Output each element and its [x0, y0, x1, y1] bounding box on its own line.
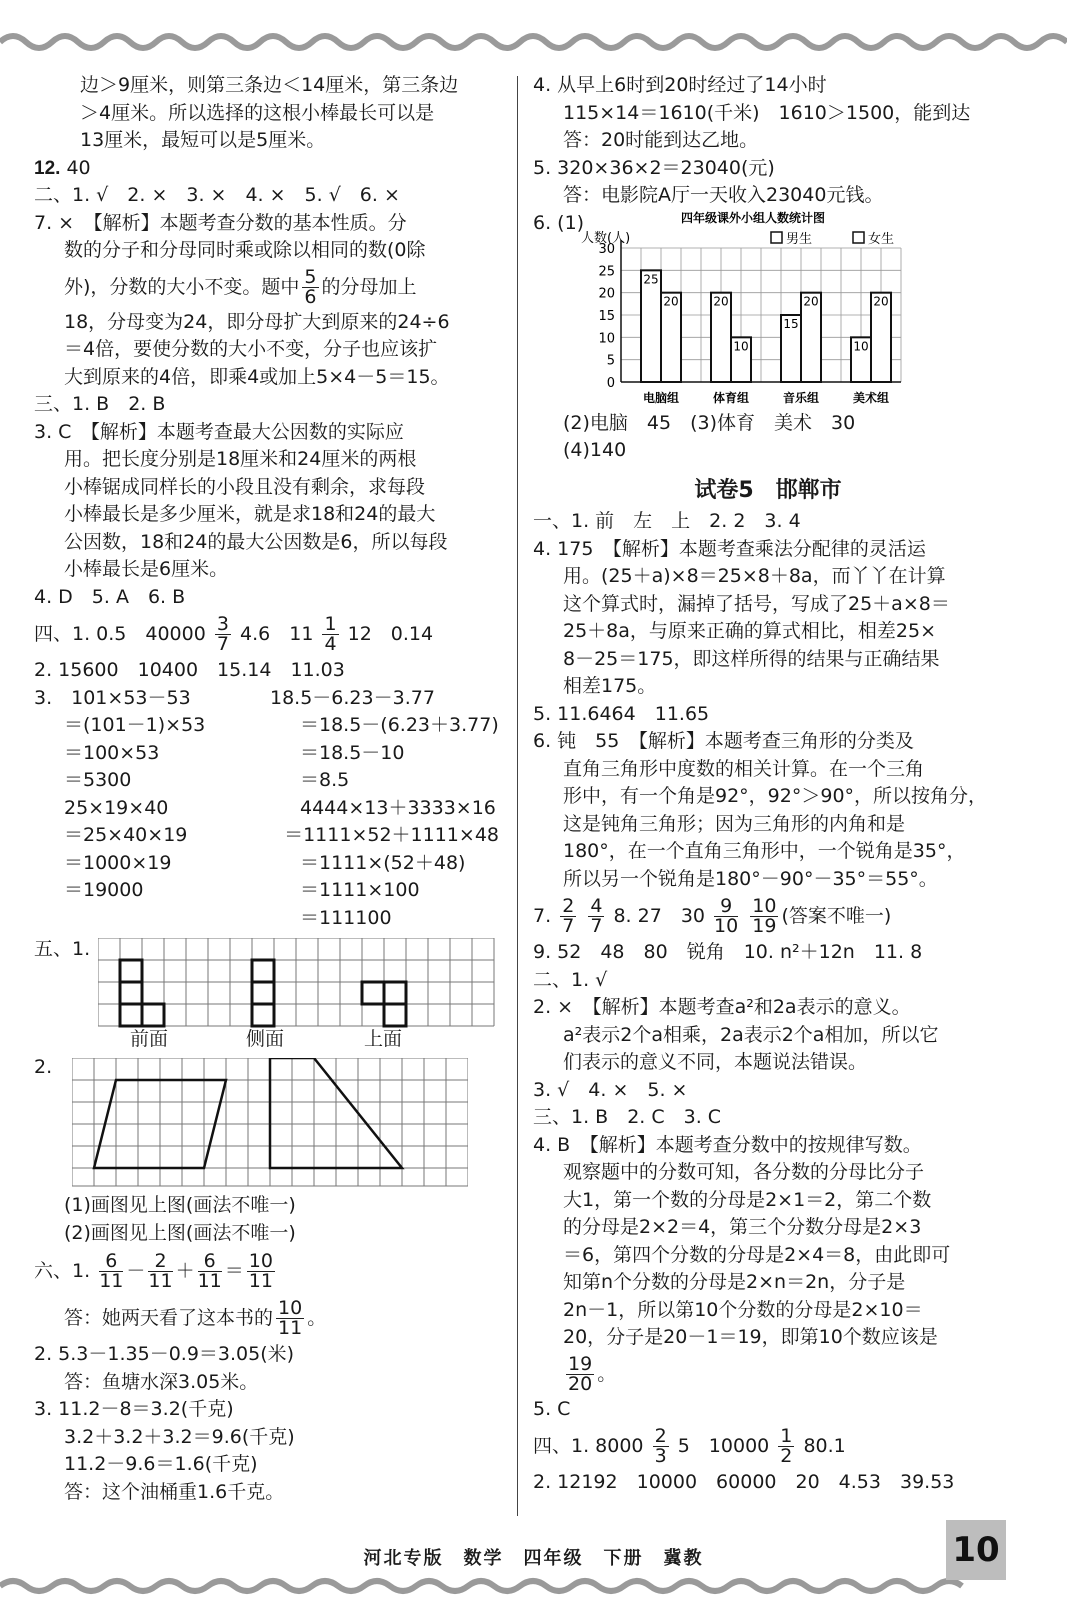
answer-line: 5. 11.6464 11.65: [533, 702, 710, 725]
chart-title: 四年级课外小组人数统计图: [681, 210, 826, 225]
fraction-denominator: 7: [562, 915, 575, 937]
answer-text: 答：她两天看了这本书的: [64, 1307, 274, 1329]
answer-line: 答：鱼塘水深3.05米。: [64, 1370, 259, 1393]
calc-step: 3. 101×53－53: [34, 686, 191, 709]
calc-step: ＝18.5－(6.23＋3.77): [300, 714, 499, 736]
calc-step: 4444×13＋3333×16: [300, 796, 496, 819]
fraction-numerator: 1: [780, 1425, 793, 1447]
calc-step: [34, 905, 300, 933]
section-heading: 六、1.: [34, 1260, 91, 1282]
views-grid: [98, 938, 500, 1028]
answer-line: 公因数，18和24的最大公因数是6，所以每段: [64, 530, 448, 553]
answer-line: 3. C 【解析】本题考查最大公因数的实际应: [34, 420, 404, 443]
fraction-numerator: 2: [654, 1425, 667, 1447]
answer-line: 3. √ 4. × 5. ×: [533, 1078, 688, 1101]
fraction: [148, 1252, 172, 1291]
bottom-wave-border: [0, 1572, 1067, 1612]
calc-step: ＝1111×100: [300, 879, 420, 901]
answer-line: 直角三角形中度数的相关计算。在一个三角: [563, 757, 925, 780]
fraction: [247, 1252, 275, 1291]
calc-step: ＝111100: [300, 906, 392, 929]
answer-line: 8－25＝175，即这样所得的结果与正确结果: [563, 647, 940, 670]
answer-line: 知第n个分数的分母是2×n＝2n，分子是: [563, 1271, 906, 1293]
calc-step: 18.5－6.23－3.77: [270, 686, 435, 709]
fraction: [276, 1299, 304, 1338]
calc-step: ＝19000: [64, 879, 144, 901]
fraction: [778, 1427, 794, 1466]
legend-swatch: [771, 232, 782, 243]
answer-line: 4. B 【解析】本题考查分数中的按规律写数。: [533, 1133, 922, 1156]
fraction: [215, 615, 231, 654]
fraction-numerator: 10: [248, 1250, 273, 1272]
answer-line: 6. 钝 55 【解析】本题考查三角形的分类及: [533, 730, 914, 752]
fraction: [653, 1427, 669, 1466]
y-tick-label: 0: [606, 375, 615, 391]
y-axis-label: 人数(人): [581, 230, 631, 246]
fraction-numerator: 6: [99, 1252, 123, 1272]
fraction: [750, 897, 778, 936]
answer-text: 的分母加上: [321, 275, 417, 298]
bar-value-label: 20: [803, 294, 819, 309]
left-column: [34, 72, 499, 1506]
fraction-numerator: 6: [198, 1252, 222, 1272]
answer-line: a²表示2个a相乘，2a表示2个a相加，所以它: [563, 1023, 939, 1046]
section-heading: [34, 611, 499, 657]
fraction-denominator: 11: [99, 1270, 124, 1292]
calc-row: [34, 740, 499, 768]
fraction-denominator: 11: [248, 1270, 273, 1292]
legend-swatch: [853, 232, 864, 243]
bar-chart-block: [533, 210, 1003, 410]
x-tick-label: 音乐组: [782, 390, 820, 405]
answer-line: 2. × 【解析】本题考查a²和2a表示的意义。: [533, 996, 911, 1018]
answer-line: 的分母是2×2＝4，第三个分数分母是2×3: [563, 1216, 922, 1238]
calculation-block: [34, 685, 499, 933]
calc-row: [34, 767, 499, 795]
fraction-denominator: 11: [148, 1270, 173, 1292]
bar-value-label: 20: [873, 294, 889, 309]
answer-line: 25＋8a，与原来正确的算式相比，相差25×: [563, 620, 937, 642]
calc-row: [34, 822, 499, 850]
fraction-numerator: 2: [148, 1252, 172, 1272]
answer-line: 答：20时能到达乙地。: [563, 129, 759, 151]
calc-step: ＝18.5－10: [300, 741, 405, 764]
fraction: [99, 1252, 123, 1291]
legend-label: 男生: [786, 231, 813, 247]
fraction-numerator: 3: [216, 613, 229, 635]
answer-text: 4.6 11: [240, 623, 314, 645]
fraction-denominator: 10: [714, 915, 739, 937]
fraction-numerator: 4: [590, 895, 603, 917]
answer-text: (答案不唯一): [781, 905, 892, 927]
answer-text: 40: [66, 156, 91, 179]
answer-line: 13厘米，最短可以是5厘米。: [80, 129, 326, 151]
answer-line: (2)电脑 45 (3)体育 美术 30: [563, 411, 856, 434]
fraction: [302, 265, 318, 308]
answer-line: 3. 11.2－8＝3.2(千克): [34, 1398, 234, 1420]
fraction-numerator: 9: [714, 897, 738, 917]
section-heading: 二、1. √: [533, 968, 608, 991]
calc-step: ＝1111×52＋1111×48: [284, 824, 499, 846]
fraction-numerator: 1: [324, 613, 337, 635]
fraction: [588, 897, 604, 936]
fraction-denominator: 19: [752, 915, 777, 937]
answer-text: 5 10000: [677, 1435, 770, 1457]
column-divider: [517, 76, 518, 1516]
answer-line: 小棒最长是多少厘米，就是求18和24的最大: [64, 503, 436, 525]
answer-line: 7. × 【解析】本题考查分数的基本性质。分: [34, 211, 407, 234]
answer-line: 六、1. $\frac{6}{11}$ － $\frac{2}{11}$ ＋ $\frac{6}{11}$ ＝ $\frac{10}{11}$: [34, 1250, 273, 1292]
calc-row: [34, 905, 499, 933]
fraction-denominator: 4: [324, 633, 337, 655]
view-label: 前面: [130, 1028, 169, 1050]
answer-line: 答：电影院A厅一天收入23040元钱。: [563, 184, 884, 206]
answer-line: 2. 12192 10000 60000 20 4.53 39.53: [533, 1471, 955, 1493]
answer-line: 形中，有一个角是92°，92°＞90°，所以按角分，: [563, 785, 988, 807]
question-number: 7.: [533, 905, 552, 927]
answer-line: $\frac{19}{20}$ 。: [568, 1352, 617, 1395]
calc-row: [34, 850, 499, 878]
answer-line: 5. 320×36×2＝23040(元): [533, 156, 775, 179]
answer-text: 8. 27 30: [613, 905, 705, 927]
bar-value-label: 20: [663, 294, 679, 309]
fraction: [560, 897, 576, 936]
answer-line: 这个算式时，漏掉了括号，写成了25＋a×8＝: [563, 592, 950, 615]
y-tick-label: 15: [598, 308, 615, 324]
answer-line: 9. 52 48 80 锐角 10. n²＋12n 11. 8: [533, 941, 923, 963]
answer-text: 80.1: [803, 1435, 846, 1457]
calc-step: 25×19×40: [64, 796, 169, 819]
section-heading: 二、1. √ 2. × 3. × 4. × 5. √ 6. ×: [34, 184, 400, 206]
view-label: 侧面: [246, 1028, 285, 1050]
calc-row: [34, 712, 499, 740]
calc-step: ＝5300: [64, 769, 132, 791]
fraction: [198, 1252, 222, 1291]
exam-title: 试卷5 邯郸市: [694, 477, 842, 503]
answer-text: 外)，分数的大小不变。题中: [64, 275, 300, 298]
right-column: [533, 72, 1003, 1497]
answer-line: 4. 175 【解析】本题考查乘法分配律的灵活运: [533, 537, 926, 560]
answer-text: 四、1. 0.5 40000: [34, 623, 206, 645]
answer-line: (2)画图见上图(画法不唯一): [64, 1221, 296, 1244]
answer-line: [34, 155, 499, 183]
answer-line: 用。把长度分别是18厘米和24厘米的两根: [64, 448, 417, 470]
y-tick-label: 20: [598, 286, 615, 302]
answer-line: ＞4厘米。所以选择的这根小棒最长可以是: [80, 101, 435, 124]
section-heading: 三、1. B 2. B: [34, 393, 166, 415]
answer-line: 小棒最长是6厘米。: [64, 558, 229, 580]
answer-line: 5. C: [533, 1397, 571, 1420]
answer-line: 观察题中的分数可知，各分数的分母比分子: [563, 1161, 925, 1183]
section-heading: [533, 1423, 1003, 1469]
fraction: [714, 897, 738, 936]
drawing-grid-figure: [34, 1054, 499, 1192]
question-number: 12.: [34, 157, 61, 179]
fraction-denominator: 2: [780, 1445, 793, 1467]
fraction-numerator: 19: [568, 1352, 593, 1375]
bar-value-label: 15: [783, 316, 799, 331]
answer-line: (4)140: [563, 439, 627, 461]
page-footer: 河北专版 数学 四年级 下册 冀教: [363, 1548, 704, 1569]
section-heading: 一、1. 前 左 上 2. 2 3. 4: [533, 510, 801, 532]
legend-label: 女生: [868, 231, 895, 247]
y-tick-label: 10: [598, 330, 615, 346]
answer-line: 答：这个油桶重1.6千克。: [64, 1480, 285, 1503]
answer-line: 20，分子是20－1＝19，即第10个数应该是: [563, 1326, 938, 1348]
calc-row: [34, 685, 499, 713]
answer-line: 2. 15600 10400 15.14 11.03: [34, 659, 345, 681]
fraction-numerator: 2: [562, 895, 575, 917]
calc-step: ＝100×53: [64, 741, 160, 764]
answer-text: 12 0.14: [347, 623, 434, 645]
view-label: 上面: [364, 1028, 403, 1050]
fraction-denominator: 7: [590, 915, 603, 937]
answer-line: 3.2＋3.2＋3.2＝9.6(千克): [64, 1425, 295, 1448]
answer-line: 小棒锯成同样长的小段且没有剩余，求每段: [64, 475, 426, 498]
answer-line: 用。(25＋a)×8＝25×8＋8a，而丫丫在计算: [563, 565, 946, 587]
answer-line: 这是钝角三角形；因为三角形的内角和是: [563, 812, 906, 835]
bar-value-label: 10: [733, 338, 749, 353]
bar-chart: [581, 210, 911, 410]
answer-line: ＝4倍，要使分数的大小不变，分子也应该扩: [64, 338, 438, 360]
bar-value-label: 25: [643, 271, 659, 286]
answer-line: 2. 5.3－1.35－0.9＝3.05(米): [34, 1343, 295, 1365]
answer-line: 数的分子和分母同时乘或除以相同的数(0除: [64, 239, 426, 261]
section-heading: 五、1.: [34, 938, 91, 960]
y-tick-label: 5: [606, 353, 615, 369]
answer-line: 们表示的意义不同，本题说法错误。: [563, 1051, 868, 1073]
answer-line: 所以另一个锐角是180°－90°－35°＝55°。: [563, 867, 938, 890]
answer-line: 大1，第一个数的分母是2×1＝2，第二个数: [563, 1188, 932, 1211]
answer-line: 2n－1，所以第10个分数的分母是2×10＝: [563, 1298, 923, 1321]
calc-step: ＝8.5: [300, 769, 350, 791]
answer-line: [533, 893, 1003, 939]
top-wave-border: [0, 22, 1067, 62]
three-views-figure: [34, 936, 499, 1054]
fraction-numerator: 5: [304, 265, 317, 288]
calc-step: ＝25×40×19: [64, 824, 188, 846]
y-tick-label: 30: [598, 241, 615, 257]
answer-line: 115×14＝1610(千米) 1610＞1500，能到达: [563, 101, 971, 124]
fraction-numerator: 10: [278, 1297, 303, 1319]
section-heading: 三、1. B 2. C 3. C: [533, 1106, 722, 1128]
fraction-denominator: 6: [304, 285, 317, 308]
x-tick-label: 体育组: [712, 390, 750, 405]
answer-line: 答：她两天看了这本书的 $\frac{10}{11}$ 。: [64, 1297, 327, 1339]
calc-step: ＝(101－1)×53: [64, 714, 206, 736]
answer-line: [34, 265, 499, 309]
answer-line: (1)画图见上图(画法不唯一): [64, 1194, 296, 1216]
answer-line: 边＞9厘米，则第三条边＜14厘米，第三条边: [80, 74, 459, 96]
calc-step: ＝1111×(52＋48): [300, 851, 466, 874]
y-tick-label: 25: [598, 263, 615, 279]
answer-line: 11.2－9.6＝1.6(千克): [64, 1453, 258, 1475]
answer-line: 4. D 5. A 6. B: [34, 585, 186, 608]
fraction: [566, 1352, 594, 1395]
x-tick-label: 电脑组: [642, 390, 680, 405]
x-tick-label: 美术组: [852, 390, 890, 405]
answer-line: 相差175。: [563, 675, 657, 697]
fraction-numerator: 10: [752, 895, 777, 917]
fraction-denominator: 11: [278, 1317, 303, 1339]
fraction-denominator: 11: [197, 1270, 222, 1292]
bar: [641, 270, 661, 382]
answer-line: 4. 从早上6时到20时经过了14小时: [533, 74, 827, 96]
bar-value-label: 10: [853, 338, 869, 353]
answer-line: ＝6，第四个分数的分母是2×4＝8，由此即可: [563, 1243, 951, 1266]
answer-line: 18，分母变为24，即分母扩大到原来的24÷6: [64, 310, 450, 333]
question-number: 2.: [34, 1056, 53, 1078]
page-number: 10: [946, 1520, 1006, 1580]
answer-text: 四、1. 8000: [533, 1435, 644, 1457]
bar-value-label: 20: [713, 294, 729, 309]
answer-line: 180°，在一个直角三角形中，一个锐角是35°，: [563, 840, 966, 862]
drawing-grid: [72, 1058, 468, 1188]
fraction: [322, 615, 338, 654]
fraction-denominator: 3: [654, 1445, 667, 1467]
fraction-denominator: 20: [568, 1372, 593, 1395]
calc-row: [34, 877, 499, 905]
fraction-denominator: 7: [216, 633, 229, 655]
calc-row: [34, 795, 499, 823]
question-number: 6. (1): [533, 211, 585, 234]
answer-line: 大到原来的4倍，即乘4或加上5×4－5＝15。: [64, 365, 450, 388]
calc-step: ＝1000×19: [64, 851, 172, 874]
